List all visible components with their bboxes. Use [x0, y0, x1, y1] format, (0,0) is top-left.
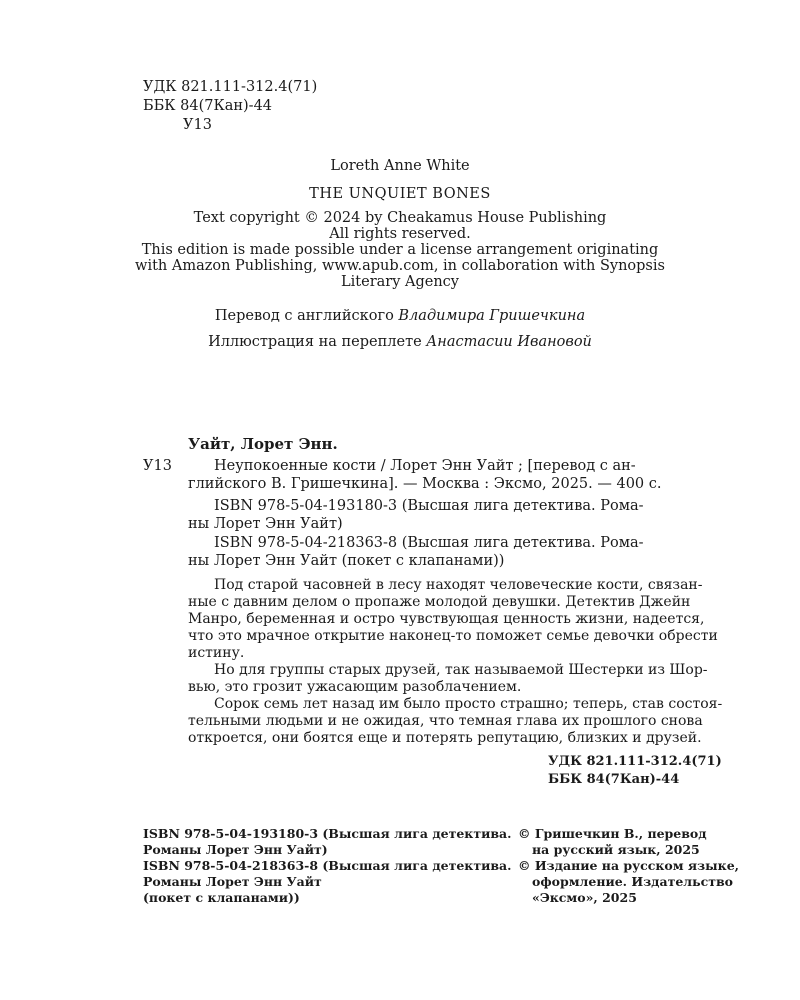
bbk-code: ББК 84(7Кан)-44 — [143, 98, 273, 114]
bib-heading: Уайт, Лорет Энн. — [188, 435, 338, 453]
bib-mark: У13 — [143, 458, 172, 474]
copyright-line-1: Text copyright © 2024 by Cheakamus House Publishing — [193, 210, 607, 226]
footer-copyright-line-3: © Издание на русском языке, — [518, 858, 740, 873]
translator-name: Владимира Гришечкина — [398, 308, 586, 324]
footer-copyright-line-1: © Гришечкин В., перевод — [518, 826, 707, 841]
footer-isbn-line-1: ISBN 978-5-04-193180-3 (Высшая лига детектива. — [143, 826, 512, 841]
copyright-line-4: with Amazon Publishing, www.apub.com, in collaboration with Synopsis — [135, 258, 665, 274]
annotation-p2-line-2: вью, это грозит ужасающим разоблачением. — [188, 679, 522, 695]
illustration-credit — [0, 334, 800, 351]
illustration-prefix: Иллюстрация на переплете — [208, 334, 427, 350]
footer-isbn-line-4: Романы Лорет Энн Уайт — [143, 874, 322, 889]
footer-isbn-line-5: (покет с клапанами)) — [143, 890, 300, 905]
udk-code: УДК 821.111-312.4(71) — [143, 79, 318, 95]
footer-copyright-line-4: оформление. Издательство — [532, 874, 733, 889]
footer-isbn-line-2: Романы Лорет Энн Уайт) — [143, 842, 328, 857]
annotation-p1-line-4: что это мрачное открытие наконец-то поможет семье девочки обрести — [188, 628, 718, 644]
footer-copyright-line-5: «Эксмо», 2025 — [532, 890, 637, 905]
copyright-line-5: Literary Agency — [341, 274, 459, 290]
annotation-p3-line-1: Сорок семь лет назад им было просто страшно; теперь, став состоя- — [214, 696, 723, 712]
copyright-line-3: This edition is made possible under a license arrangement originating — [141, 242, 659, 258]
annotation-p2-line-1: Но для группы старых друзей, так называемой Шестерки из Шор- — [214, 662, 708, 678]
bib-desc-line-1: Неупокоенные кости / Лорет Энн Уайт ; [перевод с ан- — [214, 458, 636, 474]
index-udk: УДК 821.111-312.4(71) — [548, 754, 722, 769]
original-author: Loreth Anne White — [330, 158, 470, 174]
index-bbk: ББК 84(7Кан)-44 — [548, 772, 680, 787]
bib-isbn-line-3: ISBN 978-5-04-218363-8 (Высшая лига детектива. Рома- — [214, 535, 644, 551]
footer-copyright-line-2: на русский язык, 2025 — [532, 842, 700, 857]
annotation-p1-line-5: истину. — [188, 645, 245, 661]
translation-credit — [0, 308, 800, 325]
copyright-line-2: All rights reserved. — [329, 226, 471, 242]
annotation-p3-line-2: тельными людьми и не ожидая, что темная глава их прошлого снова — [188, 713, 703, 729]
original-title: THE UNQUIET BONES — [309, 186, 491, 202]
author-mark: У13 — [183, 117, 212, 133]
bib-isbn-line-2: ны Лорет Энн Уайт) — [188, 516, 343, 532]
illustrator-name: Анастасии Ивановой — [426, 334, 592, 350]
annotation-p1-line-2: ные с давним делом о пропаже молодой девушки. Детектив Джейн — [188, 594, 691, 610]
bib-desc-line-2: глийского В. Гришечкина]. — Москва : Эксмо, 2025. — 400 с. — [188, 476, 662, 492]
bib-isbn-line-1: ISBN 978-5-04-193180-3 (Высшая лига детектива. Рома- — [214, 498, 644, 514]
translation-prefix: Перевод с английского — [214, 308, 399, 324]
footer-isbn-line-3: ISBN 978-5-04-218363-8 (Высшая лига детектива. — [143, 858, 512, 873]
bib-isbn-line-4: ны Лорет Энн Уайт (покет с клапанами)) — [188, 553, 505, 569]
annotation-p3-line-3: откроется, они боятся еще и потерять репутацию, близких и друзей. — [188, 730, 702, 746]
annotation-p1-line-1: Под старой часовней в лесу находят человеческие кости, связан- — [214, 577, 703, 593]
annotation-p1-line-3: Манро, беременная и остро чувствующая ценность жизни, надеется, — [188, 611, 705, 627]
